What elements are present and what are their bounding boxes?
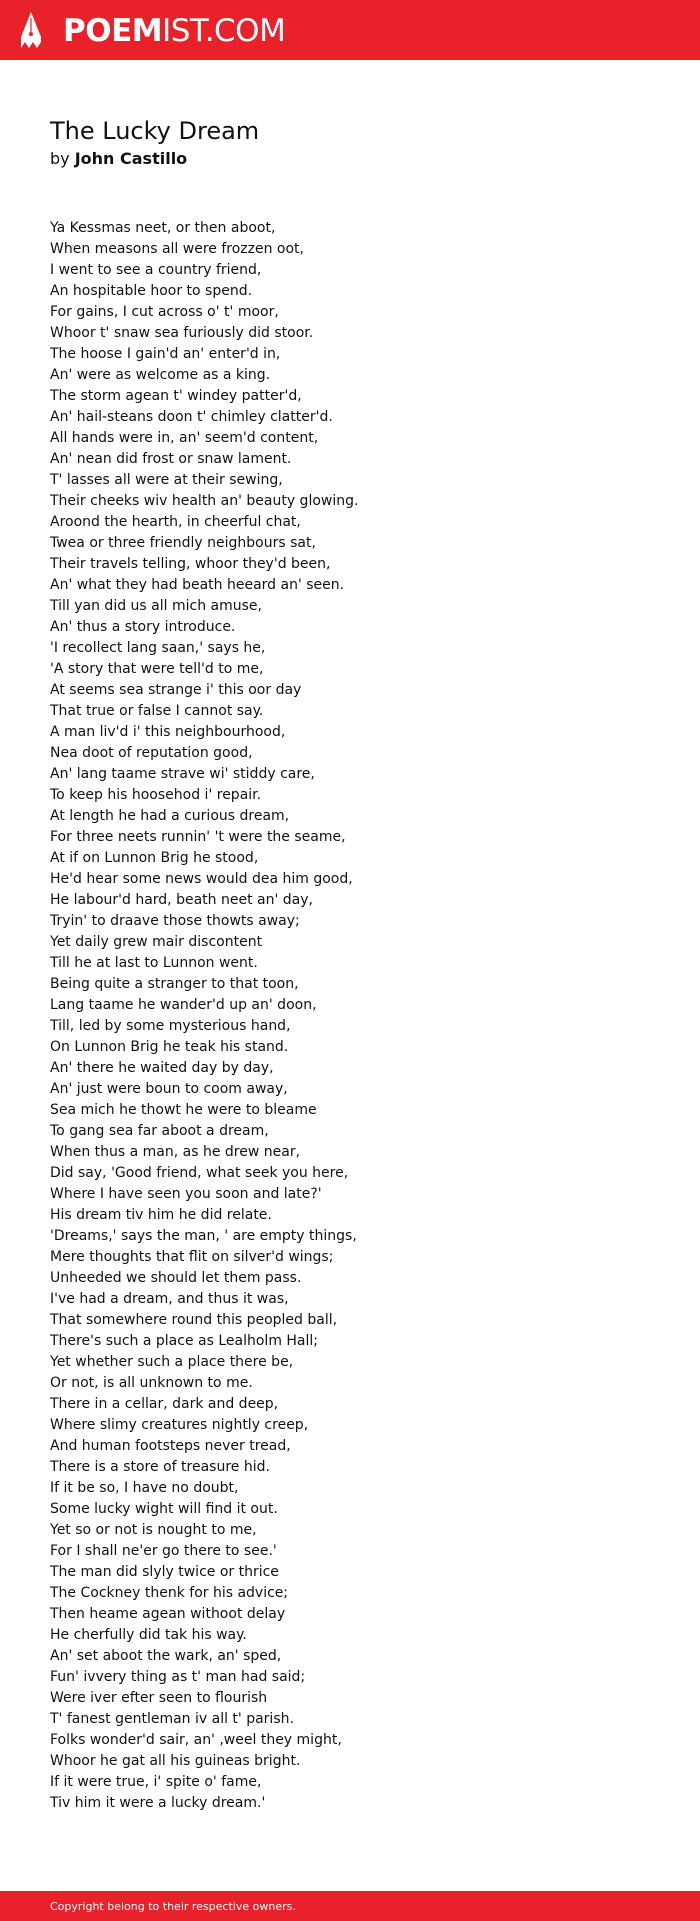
- poem-line: I went to see a country friend,: [50, 262, 262, 278]
- poem-line: T' lasses all were at their sewing,: [50, 472, 283, 488]
- poem-line: The man did slyly twice or thrice: [50, 1564, 279, 1580]
- poem-line: If it were true, i' spite o' fame,: [50, 1774, 262, 1790]
- poem-line: Aroond the hearth, in cheerful chat,: [50, 514, 301, 530]
- poem-line: Where I have seen you soon and late?': [50, 1186, 322, 1202]
- poem-line: 'I recollect lang saan,' says he,: [50, 640, 266, 656]
- poem-line: Their travels telling, whoor they'd been,: [50, 556, 331, 572]
- poem-line: Unheeded we should let them pass.: [50, 1270, 302, 1286]
- poem-line: Or not, is all unknown to me.: [50, 1375, 253, 1391]
- poem-line: The storm agean t' windey patter'd,: [50, 388, 302, 404]
- poem-author-link[interactable]: John Castillo: [74, 149, 188, 168]
- logo-text-bold: POEM: [63, 12, 163, 49]
- poem-line: To gang sea far aboot a dream,: [50, 1123, 269, 1139]
- poem-line: An hospitable hoor to spend.: [50, 283, 253, 299]
- poem-line: To keep his hoosehod i' repair.: [50, 787, 262, 803]
- byline-prefix: by: [50, 149, 70, 168]
- poem-line: An' lang taame strave wi' stiddy care,: [50, 766, 315, 782]
- poem-line: His dream tiv him he did relate.: [50, 1207, 272, 1223]
- poem-body: [50, 218, 670, 1814]
- poem-line: For three neets runnin' 't were the seame,: [50, 829, 346, 845]
- poem-line: An' thus a story introduce.: [50, 619, 236, 635]
- poem-line: At if on Lunnon Brig he stood,: [50, 850, 259, 866]
- poem-line: Yet so or not is nought to me,: [50, 1522, 257, 1538]
- poem-line: The Cockney thenk for his advice;: [50, 1585, 289, 1601]
- poem-line: Till he at last to Lunnon went.: [50, 955, 258, 971]
- poem-line: At length he had a curious dream,: [50, 808, 290, 824]
- poem-line: There's such a place as Lealholm Hall;: [50, 1333, 319, 1349]
- poem-line: An' were as welcome as a king.: [50, 367, 271, 383]
- poem-line: All hands were in, an' seem'd content,: [50, 430, 319, 446]
- poem-line: And human footsteps never tread,: [50, 1438, 291, 1454]
- poem-line: Tiv him it were a lucky dream.': [50, 1795, 266, 1811]
- poem-title: The Lucky Dream: [50, 117, 260, 145]
- poem-line: Fun' ivvery thing as t' man had said;: [50, 1669, 306, 1685]
- poem-line: There is a store of treasure hid.: [50, 1459, 270, 1475]
- poem-line: Yet whether such a place there be,: [50, 1354, 294, 1370]
- poem-line: He'd hear some news would dea him good,: [50, 871, 353, 887]
- poem-line: Tryin' to draave those thowts away;: [50, 913, 300, 929]
- poem-line: Ya Kessmas neet, or then aboot,: [50, 220, 276, 236]
- poem-line: At seems sea strange i' this oor day: [50, 682, 302, 698]
- top-bar: [0, 0, 700, 60]
- poem-line: For gains, I cut across o' t' moor,: [50, 304, 279, 320]
- copyright-notice: Copyright belong to their respective owners.: [50, 1900, 296, 1913]
- poem-line: An' nean did frost or snaw lament.: [50, 451, 292, 467]
- poem-line: Twea or three friendly neighbours sat,: [50, 535, 316, 551]
- poem-line: For I shall ne'er go there to see.': [50, 1543, 277, 1559]
- poem-line: Were iver efter seen to flourish: [50, 1690, 268, 1706]
- pen-nib-icon: [18, 10, 44, 52]
- poem-line: Some lucky wight will find it out.: [50, 1501, 278, 1517]
- poem-byline: [50, 148, 187, 170]
- poem-line: Their cheeks wiv health an' beauty glowing.: [50, 493, 359, 509]
- poem-line: Then heame agean withoot delay: [50, 1606, 286, 1622]
- poem-line: On Lunnon Brig he teak his stand.: [50, 1039, 289, 1055]
- poem-line: Did say, 'Good friend, what seek you here,: [50, 1165, 349, 1181]
- poem-line: Lang taame he wander'd up an' doon,: [50, 997, 317, 1013]
- poem-line: Till yan did us all mich amuse,: [50, 598, 262, 614]
- poem-line: Till, led by some mysterious hand,: [50, 1018, 291, 1034]
- poem-line: An' just were boun to coom away,: [50, 1081, 288, 1097]
- poem-line: Yet daily grew mair discontent: [50, 934, 263, 950]
- poem-line: An' hail-steans doon t' chimley clatter'd.: [50, 409, 333, 425]
- poem-line: Sea mich he thowt he were to bleame: [50, 1102, 317, 1118]
- poem-line: A man liv'd i' this neighbourhood,: [50, 724, 286, 740]
- poem-line: There in a cellar, dark and deep,: [50, 1396, 279, 1412]
- footer-bar: [0, 1891, 700, 1921]
- poem-line: He cherfully did tak his way.: [50, 1627, 247, 1643]
- poem-line: An' what they had beath heeard an' seen.: [50, 577, 345, 593]
- poem-line: Nea doot of reputation good,: [50, 745, 253, 761]
- poem-line: Folks wonder'd sair, an' ,weel they might,: [50, 1732, 342, 1748]
- poem-line: I've had a dream, and thus it was,: [50, 1291, 289, 1307]
- poem-line: That true or false I cannot say.: [50, 703, 264, 719]
- poem-line: Mere thoughts that flit on silver'd wings;: [50, 1249, 334, 1265]
- logo-text-light: IST.COM: [162, 12, 286, 49]
- poem-line: Being quite a stranger to that toon,: [50, 976, 299, 992]
- poem-line: When measons all were frozzen oot,: [50, 241, 304, 257]
- poem-line: Where slimy creatures nightly creep,: [50, 1417, 309, 1433]
- poem-line: Whoor t' snaw sea furiously did stoor.: [50, 325, 314, 341]
- poem-line: When thus a man, as he drew near,: [50, 1144, 301, 1160]
- poem-line: He labour'd hard, beath neet an' day,: [50, 892, 313, 908]
- poem-line: That somewhere round this peopled ball,: [50, 1312, 338, 1328]
- poem-line: 'A story that were tell'd to me,: [50, 661, 264, 677]
- poem-line: T' fanest gentleman iv all t' parish.: [50, 1711, 294, 1727]
- poem-line: An' set aboot the wark, an' sped,: [50, 1648, 282, 1664]
- site-logo-link[interactable]: [18, 10, 285, 52]
- poem-line: The hoose I gain'd an' enter'd in,: [50, 346, 281, 362]
- poem-line: Whoor he gat all his guineas bright.: [50, 1753, 301, 1769]
- poem-line: 'Dreams,' says the man, ' are empty things,: [50, 1228, 357, 1244]
- site-logo-text: [63, 12, 286, 49]
- poem-line: If it be so, I have no doubt,: [50, 1480, 239, 1496]
- poem-line: An' there he waited day by day,: [50, 1060, 274, 1076]
